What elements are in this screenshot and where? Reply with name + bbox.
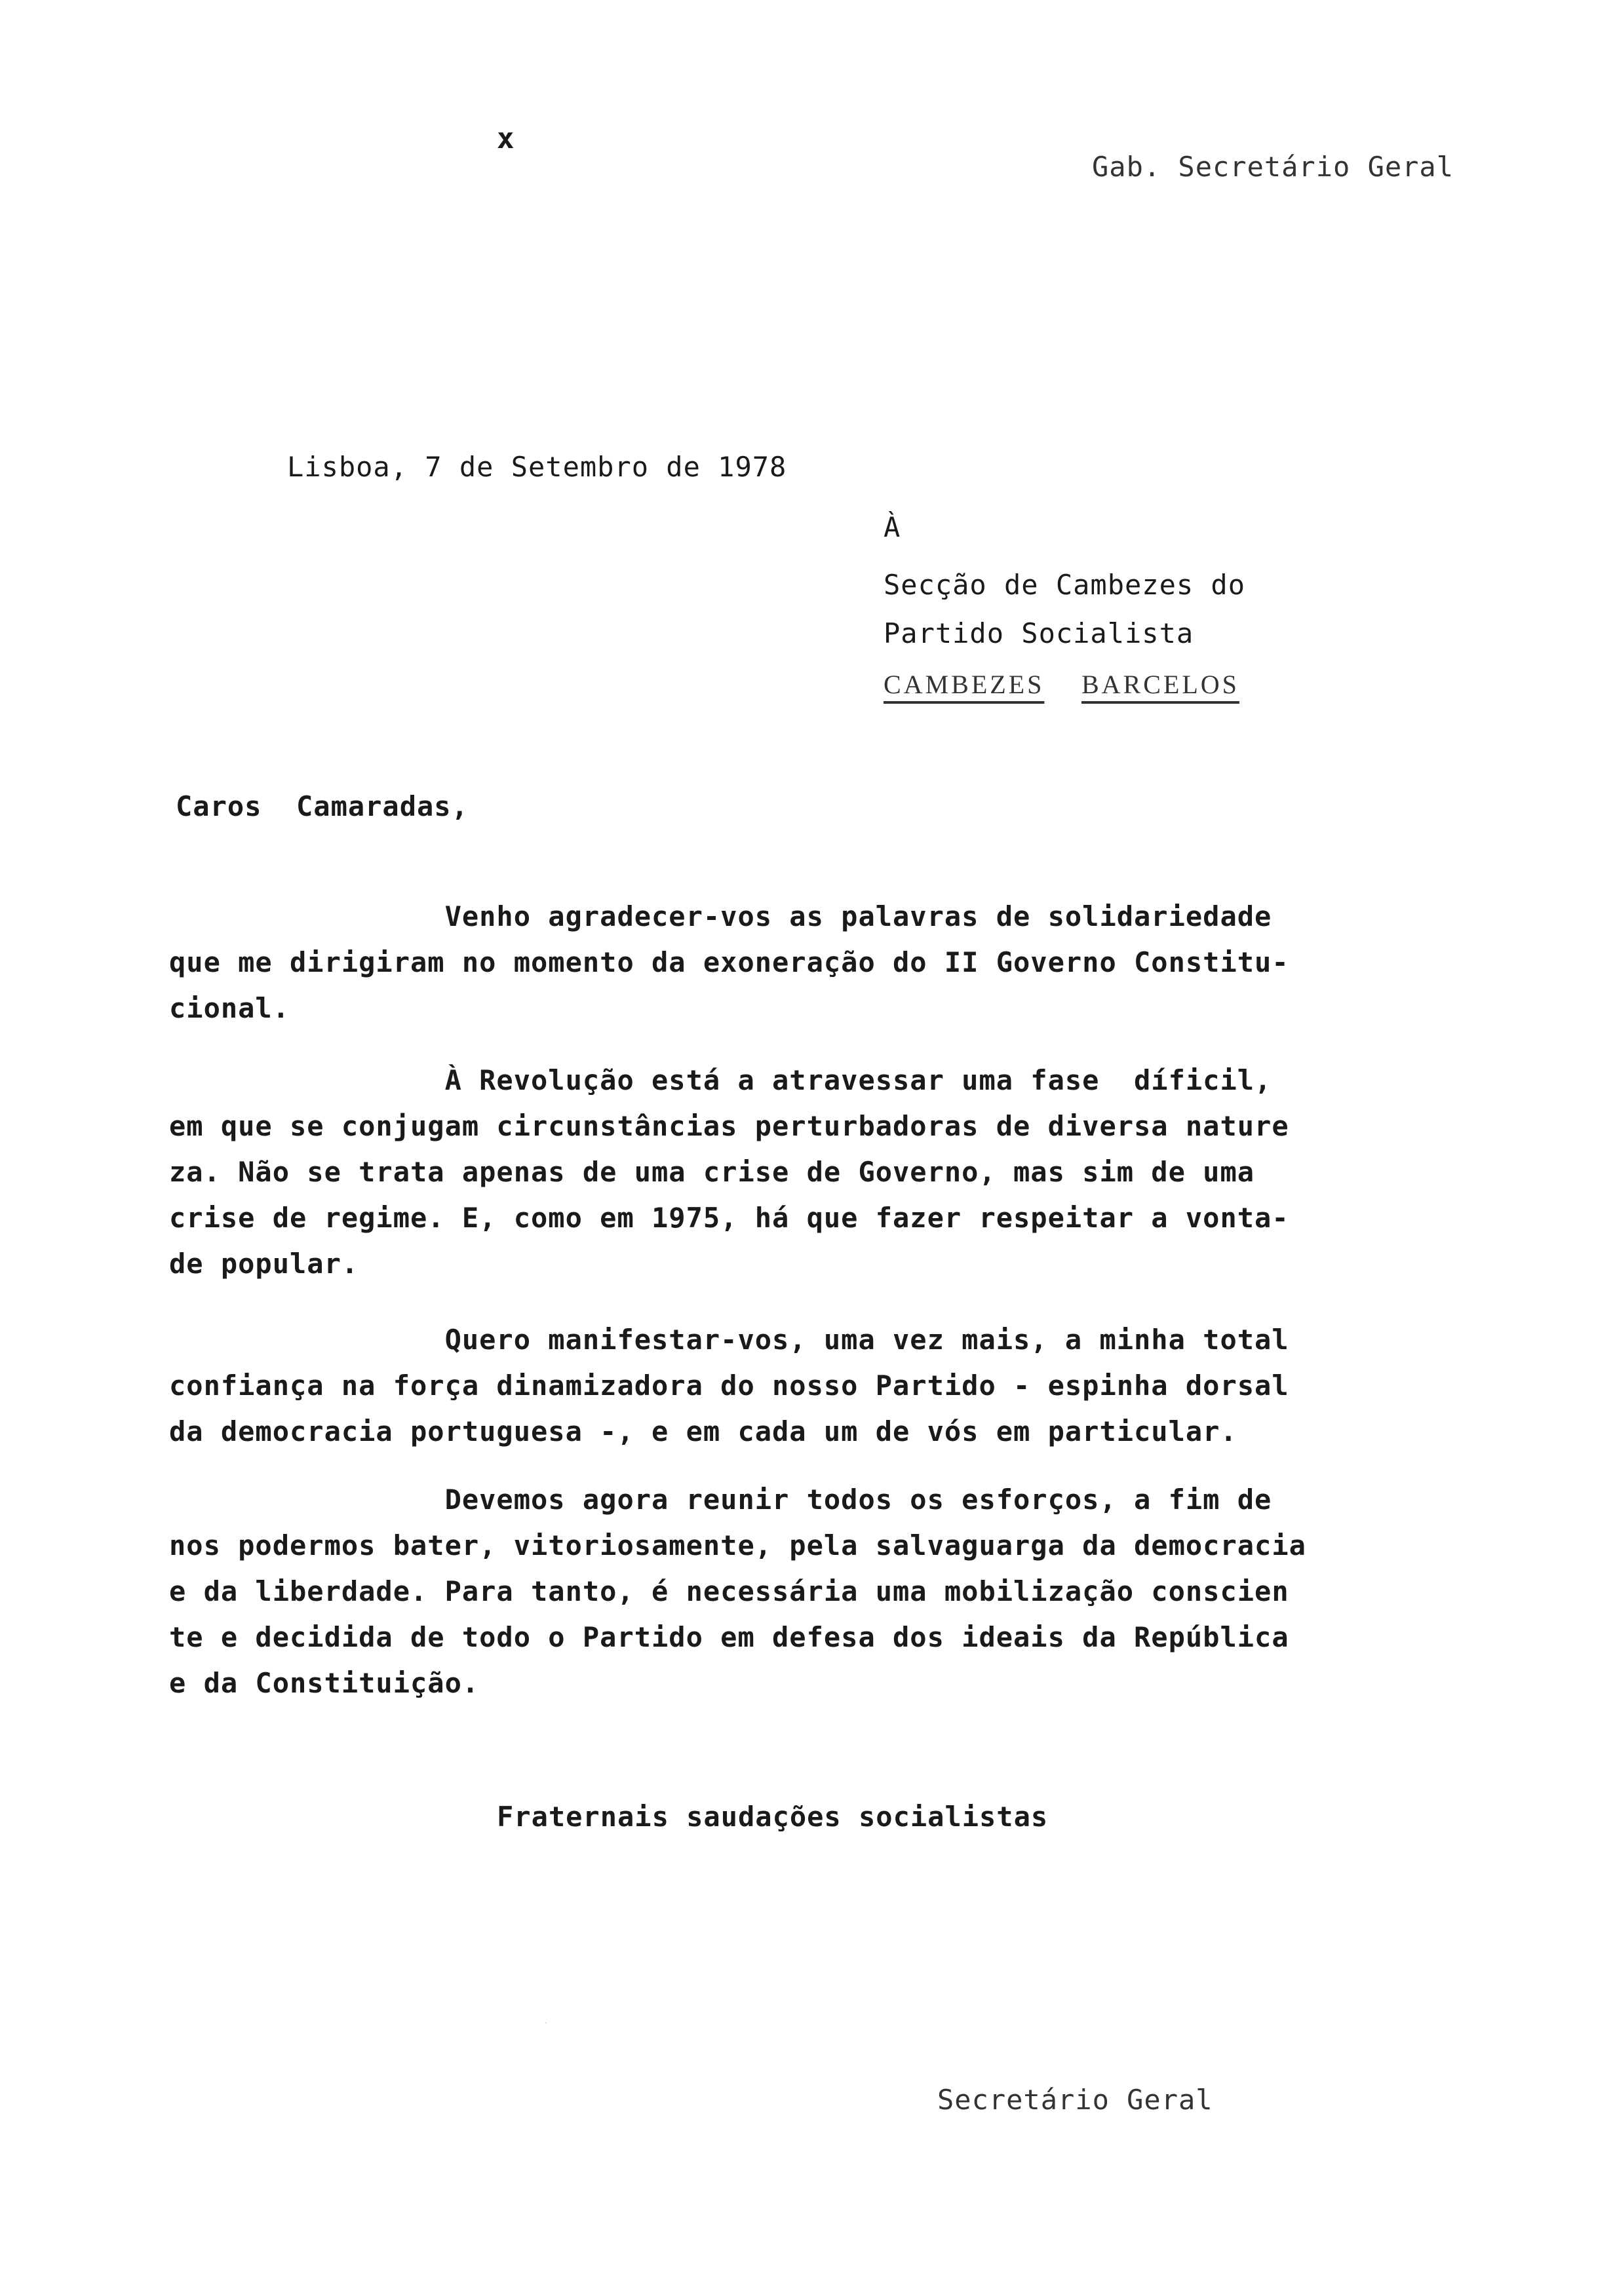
paragraph-line: e da liberdade. Para tanto, é necessária uma mobilização conscien — [169, 1575, 1289, 1607]
paragraph-line: te e decidida de todo o Partido em defesa dos ideais da República — [169, 1621, 1289, 1653]
recipient-place-1: CAMBEZES — [884, 670, 1045, 699]
header-mark: x — [497, 122, 515, 155]
scan-speck — [545, 2022, 547, 2023]
recipient-line-2: Partido Socialista — [884, 617, 1194, 649]
paragraph-4 — [169, 1477, 1487, 1706]
place-date: Lisboa, 7 de Setembro de 1978 — [287, 451, 787, 483]
paragraph-line: confiança na força dinamizadora do nosso Partido - espinha dorsal — [169, 1369, 1289, 1402]
paragraph-line: Quero manifestar-vos, uma vez mais, a minha total — [169, 1324, 1289, 1356]
paragraph-line: Venho agradecer-vos as palavras de solidariedade — [169, 900, 1272, 932]
paragraph-line: nos podermos bater, vitoriosamente, pela salvaguarga da democracia — [169, 1529, 1306, 1561]
paragraph-3 — [169, 1317, 1487, 1455]
paragraph-line: À Revolução está a atravessar uma fase díficil, — [169, 1064, 1272, 1096]
signature-title: Secretário Geral — [937, 2084, 1213, 2116]
recipient-place-2: BARCELOS — [1081, 670, 1239, 699]
paragraph-line: cional. — [169, 992, 290, 1024]
salutation: Caros Camaradas, — [176, 790, 469, 822]
office-header: Gab. Secretário Geral — [1092, 151, 1454, 183]
paragraph-1 — [169, 894, 1487, 1031]
paragraph-line: e da Constituição. — [169, 1667, 480, 1699]
paragraph-line: da democracia portuguesa -, e em cada um de vós em particular. — [169, 1415, 1237, 1447]
paragraph-line: Devemos agora reunir todos os esforços, a fim de — [169, 1483, 1272, 1516]
recipient-prefix: À — [884, 511, 901, 543]
paragraph-line: em que se conjugam circunstâncias perturbadoras de diversa nature — [169, 1110, 1289, 1142]
paragraph-line: de popular. — [169, 1248, 359, 1280]
paragraph-line: que me dirigiram no momento da exoneração do II Governo Constitu- — [169, 946, 1289, 978]
paragraph-line: crise de regime. E, como em 1975, há que fazer respeitar a vonta- — [169, 1202, 1289, 1234]
paragraph-2 — [169, 1058, 1487, 1287]
closing: Fraternais saudações socialistas — [497, 1801, 1049, 1833]
paragraph-line: za. Não se trata apenas de uma crise de Governo, mas sim de uma — [169, 1156, 1255, 1188]
recipient-line-1: Secção de Cambezes do — [884, 569, 1246, 601]
